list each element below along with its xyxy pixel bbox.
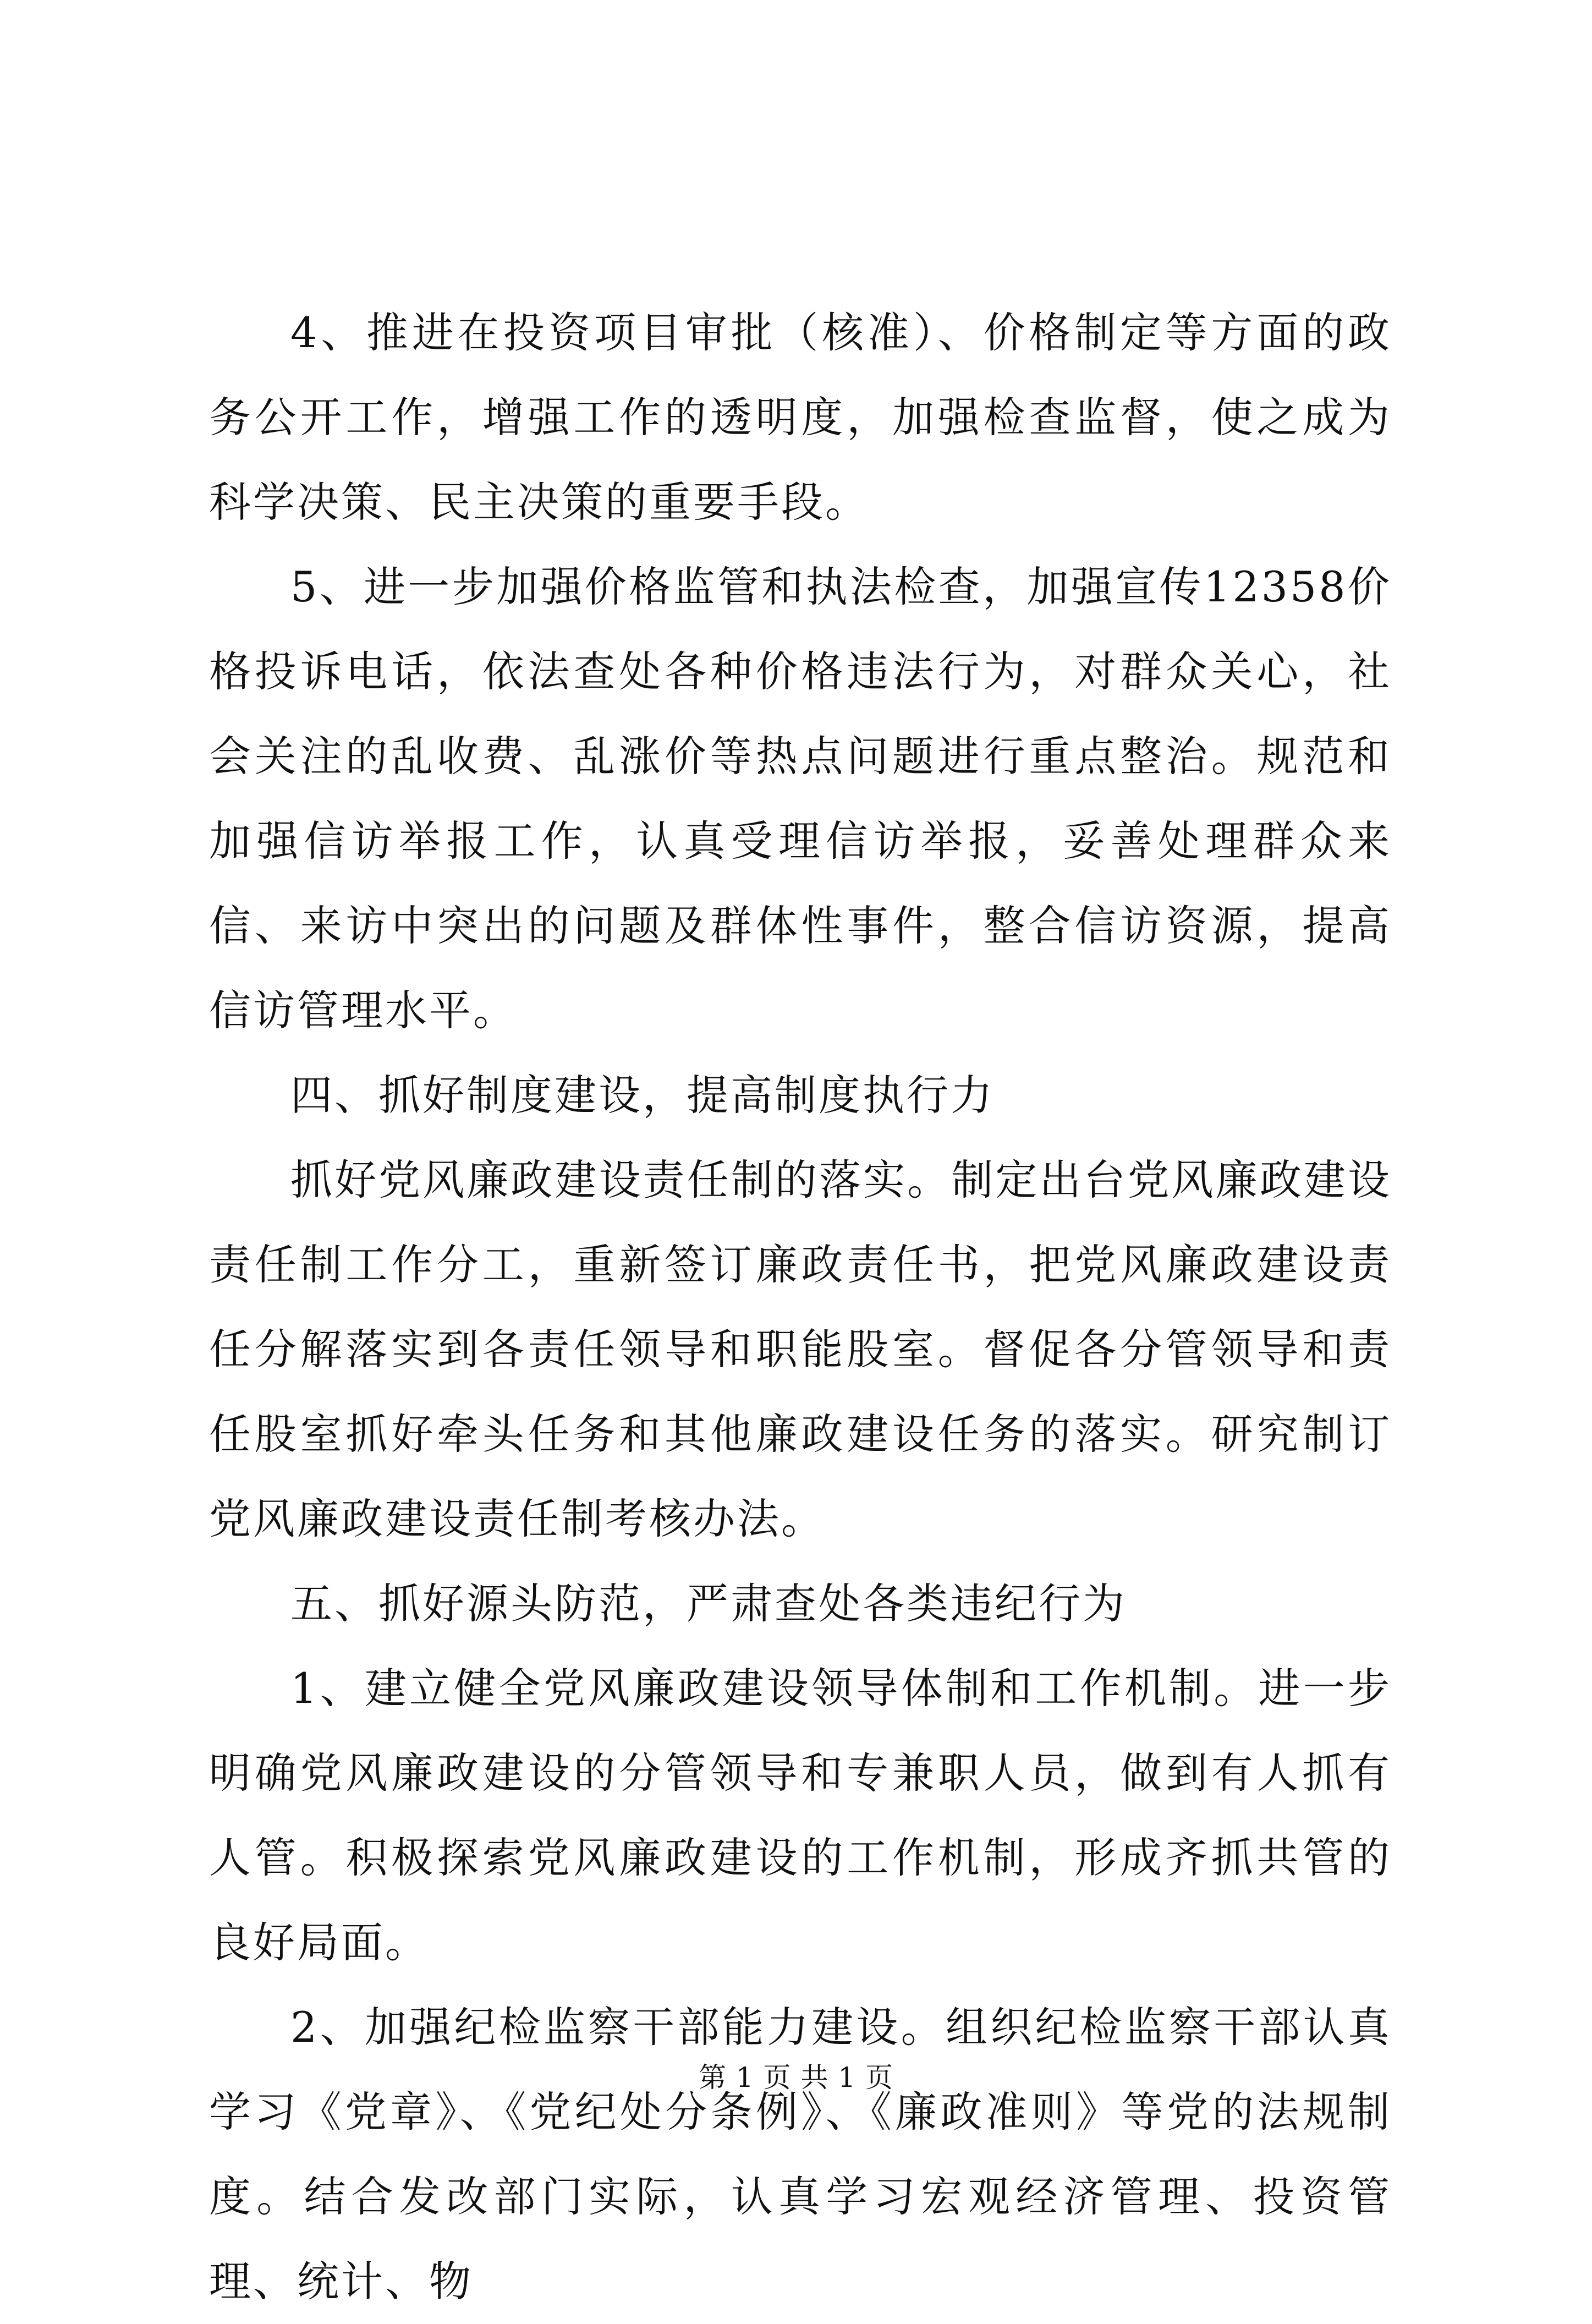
page-footer: 第 1 页 共 1 页 [698,2062,894,2093]
section-heading-4: 四、抓好制度建设，提高制度执行力 [290,1071,995,1120]
paragraph-item-1: 1、建立健全党风廉政建设领导体制和工作机制。进一步明确党风廉政建设的分管领导和专兼职人员，做到有人抓有人管。积极探索党风廉政建设的工作机制，形成齐抓共管的良好局面。 [209,1664,1392,1967]
section-heading-5: 五、抓好源头防范，严肃查处各类违纪行为 [290,1579,1127,1628]
document-body [209,290,1392,2324]
paragraph-item-2: 2、加强纪检监察干部能力建设。组织纪检监察干部认真学习《党章》、《党纪处分条例》、《廉政准则》等党的法规制度。结合发改部门实际，认真学习宏观经济管理、投资管理、统计、物 [209,2003,1392,2306]
paragraph-item-4: 4、推进在投资项目审批（核准）、价格制定等方面的政务公开工作，增强工作的透明度，加强检查监督，使之成为科学决策、民主决策的重要手段。 [209,308,1392,527]
paragraph-item-5: 5、进一步加强价格监管和执法检查，加强宣传12358价格投诉电话，依法查处各种价格违法行为，对群众关心，社会关注的乱收费、乱涨价等热点问题进行重点整治。规范和加强信访举报工作，认真受理信访举报，妥善处理群众来信、来访中突出的问题及群体性事件，整合信访资源，提高信访管理水平。 [209,562,1392,1035]
paragraph-responsibility: 抓好党风廉政建设责任制的落实。制定出台党风廉政建设责任制工作分工，重新签订廉政责任书，把党风廉政建设责任分解落实到各责任领导和职能股室。督促各分管领导和责任股室抓好牵头任务和其他廉政建设任务的落实。研究制订党风廉政建设责任制考核办法。 [209,1155,1392,1543]
